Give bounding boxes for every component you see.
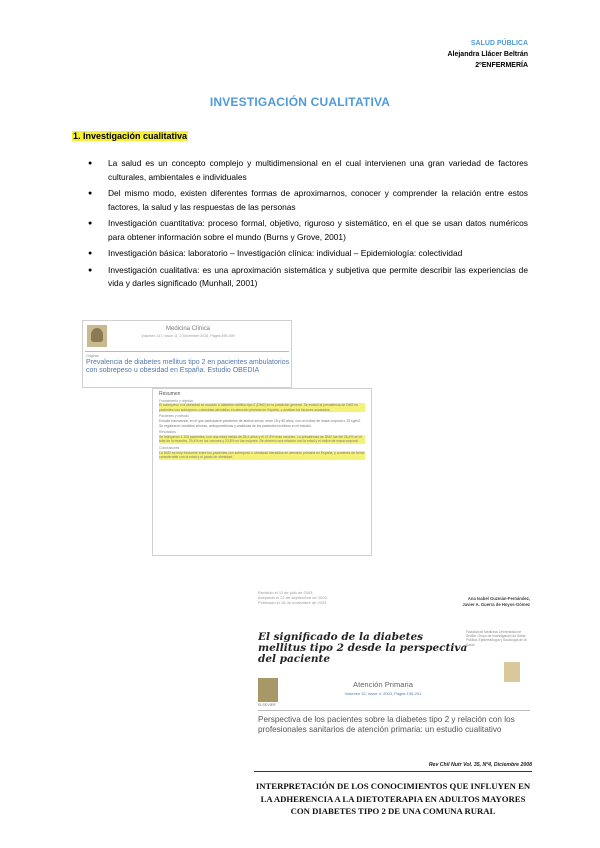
article-title: INTERPRETACIÓN DE LOS CONOCIMIENTOS QUE INFLUYEN EN LA ADHERENCIA A LA DIETOTERAPIA EN ADULTOS MAYORES CON DIABETES TIPO 2 DE UNA COMUNA RURAL xyxy=(255,781,531,816)
received-date: Recibido el 11 de julio de 2003 xyxy=(258,590,313,595)
article-big-title: El significado de la diabetes mellitus tipo 2 desde la perspectiva del paciente xyxy=(258,631,468,665)
header-subject: SALUD PÚBLICA xyxy=(470,40,528,47)
journal-issue: Volumen 32, Issue 4, 2003, Pages 195-201 xyxy=(344,691,422,696)
divider xyxy=(85,351,289,352)
article-title: Prevalencia de diabetes mellitus tipo 2 en pacientes ambulatorios con sobrepeso u obesidad en España. Estudio OBEDIA xyxy=(86,359,290,374)
page-title: INVESTIGACIÓN CUALITATIVA xyxy=(209,95,391,109)
article-image-medicina-clinica xyxy=(82,320,292,388)
bullet-item: ● Investigación cualitativa: es una aproximación sistemática y subjetiva que permite describir las experiencias de vida y darles significado (Munhall, 2001) xyxy=(88,264,528,291)
article-affiliation: Facultad de Medicina, Universidad de Sevilla. Grupo de Investigación de Salud Pública, Epidemiología y Sociología de la Salud xyxy=(466,630,527,647)
divider xyxy=(254,771,532,772)
bullet-item: ● Investigación cuantitativa: proceso formal, objetivo, riguroso y sistemático, en el que se usan datos numéricos para obtener información sobre el mundo (Burns y Grove, 2001) xyxy=(88,217,528,244)
section-heading xyxy=(72,131,188,141)
article-title: Perspectiva de los pacientes sobre la diabetes tipo 2 y relación con los profesionales sanitarios de atención primaria: un estudio cualitativo xyxy=(258,715,515,734)
abstract-section-heading: Resultados xyxy=(159,430,176,435)
header-course: 2ºENFERMERÍA xyxy=(475,62,528,69)
bullet-item: ● Del mismo modo, existen diferentes formas de aproximarnos, conocer y comprender la relación entre estos factores, la salud y las respuestas de las personas xyxy=(88,187,528,214)
abstract-section-text: Estudio transversal, en el que participaron pacientes de ambos sexos, entre 18 y 80 años, con un índice de masa corporal ≥ 25 kg/m2. Se registraron variables clínicas, antropométricas y analíticas de los pacientes incluidos en el estudio. xyxy=(159,418,362,428)
abstract-section-text: La DM2 es muy frecuente entre los pacientes con sobrepeso u obesidad atendidos en atención primaria en España, y aumenta de forma considerable con la edad y el grado de obesidad. xyxy=(159,450,365,460)
article-dates xyxy=(258,590,327,605)
article-image-rev-chil-nutr xyxy=(254,758,532,824)
bullet-item: ● La salud es un concepto complejo y multidimensional en el cual intervienen una gran variedad de factores culturales, ambientales e individuales xyxy=(88,157,528,184)
section-heading-text: 1. Investigación cualitativa xyxy=(73,131,188,141)
divider xyxy=(258,710,530,711)
article-type: Original xyxy=(86,354,99,358)
abstract-section-heading: Conclusiones xyxy=(159,445,180,450)
abstract-section-text: El sobrepeso o la obesidad se asocian a diabetes mellitus tipo 2 (DM2) en la población general. Se evaluó la prevalencia de DM2 en pacientes con sobrepeso u obesidad atendidos en atención primaria en España, y analizar los factores asociados. xyxy=(159,403,365,412)
abstract-section-text: Se incluyeron 1.103 pacientes, con una edad media de 55,4 años y el 47,8% eran varones. La prevalencia de DM2 fue del 26,4% en el total de la muestra, 29,4% en los varones y 23,8% en las mujeres. Se observó una relación con la edad y el índice de masa corporal. xyxy=(159,435,365,444)
publisher-name: ELSEVIER xyxy=(258,703,276,707)
journal-thumbnail-icon xyxy=(504,662,520,682)
abstract-section-heading: Pacientes y método xyxy=(159,414,189,419)
article-authors: Ana Isabel Guzmán-Fernández, Javier A. Guerra de Hoyos-Gómez xyxy=(462,596,530,607)
abstract-heading: Resumen xyxy=(159,391,181,397)
abstract-section-heading: Fundamento y objetivo xyxy=(159,398,194,403)
journal-issue: Volumen 147, Issue 11, 2 December 2016, Pages 495-499 xyxy=(141,334,235,338)
header-author: Alejandra Llácer Beltrán xyxy=(447,51,528,58)
article-abstract-image xyxy=(152,388,372,556)
journal-name: Atención Primaria xyxy=(353,680,413,689)
journal-citation: Rev Chil Nutr Vol. 35, Nº4, Diciembre 2008 xyxy=(428,762,532,768)
journal-name: Medicina Clínica xyxy=(165,326,211,332)
doc-header xyxy=(447,38,528,71)
bullet-list xyxy=(88,157,528,294)
published-date: Publicado el 18 de noviembre de 2003 xyxy=(258,600,327,605)
accepted-date: Aceptado el 22 de septiembre de 2003 xyxy=(258,595,327,600)
article-image-atencion-primaria xyxy=(258,590,530,756)
bullet-item: ● Investigación básica: laboratorio – Investigación clínica: individual – Epidemiología: colectividad xyxy=(88,247,528,261)
